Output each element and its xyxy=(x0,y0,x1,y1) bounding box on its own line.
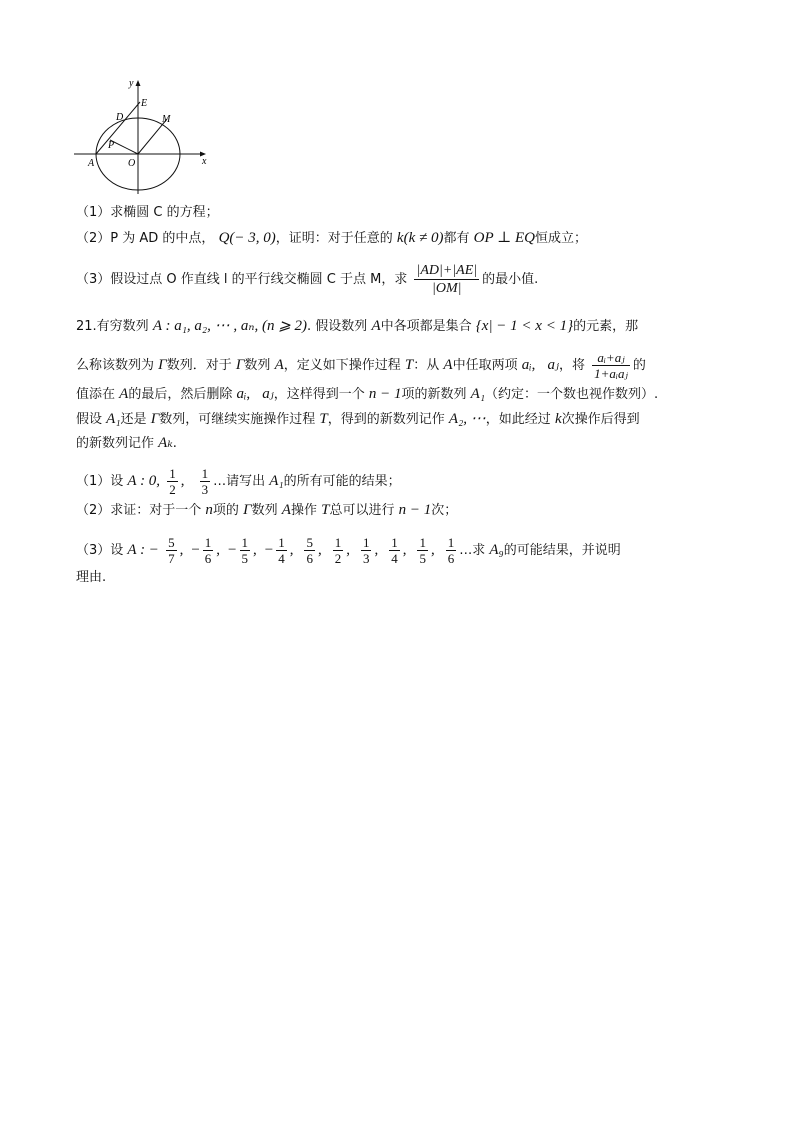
q21-math: T xyxy=(321,502,330,518)
q21-text: 假设 xyxy=(76,412,103,427)
q21-text: ，定义如下操作过程 xyxy=(283,358,401,373)
fraction-numerator: 1 xyxy=(419,535,426,550)
fraction xyxy=(203,535,214,566)
q21-math: A xyxy=(371,318,381,334)
q20-ratio-denominator: |OM| xyxy=(432,281,462,296)
q21-line2: 么称该数列为 Γ数列．对于 Γ数列 A，定义如下操作过程 T：从 A中任取两项 aᵢ, aⱼ，将 $\frac{\text{aᵢ+aⱼ}}{\text{1+aᵢaⱼ}}$ 的 xyxy=(76,350,646,381)
q20-part2-text-b: ，证明：对于任意的 xyxy=(275,231,393,246)
label-e: E xyxy=(141,98,148,109)
label-x: x xyxy=(202,156,207,167)
q21-math: n xyxy=(205,502,213,518)
line-o-p xyxy=(110,140,138,154)
q20-part1 xyxy=(76,203,219,223)
q21-text: ，将 xyxy=(558,358,585,373)
q21-text: ，得到的新数列记作 xyxy=(327,412,445,427)
fraction-denominator: 6 xyxy=(204,551,212,566)
q21-text: （1）设 xyxy=(76,474,124,489)
q21-line4 xyxy=(76,409,640,430)
fraction xyxy=(166,535,177,566)
fraction-numerator: 1 xyxy=(204,535,212,550)
q21-math: Γ xyxy=(150,411,160,427)
fraction-denominator: 3 xyxy=(201,482,209,497)
fraction-denominator: 6 xyxy=(447,551,455,566)
fraction-numerator: 1 xyxy=(241,535,249,550)
fraction-denominator: 7 xyxy=(168,551,175,566)
comma: , xyxy=(289,542,294,558)
q21-line3: 值添在 A的最后，然后删除 aᵢ, aⱼ，这样得到一个 n − 1项的新数列 A₁（约定：一个数也视作数列）. xyxy=(76,386,659,402)
q20-part3 xyxy=(76,262,538,297)
fraction xyxy=(361,535,372,566)
fraction-numerator: 5 xyxy=(306,535,313,550)
y-axis-arrow-icon xyxy=(136,80,141,86)
label-o: O xyxy=(128,158,136,169)
q21-operation-fraction xyxy=(592,350,630,381)
q21-text: 数列，可继续实施操作过程 xyxy=(159,412,316,427)
q21-text: 的新数列记作 xyxy=(76,436,155,451)
q21-math: A₂, ⋯ xyxy=(448,411,486,427)
q21-text: …求 xyxy=(459,543,486,558)
q21-text: 的 xyxy=(632,358,646,373)
q21-text: 值添在 xyxy=(76,387,116,402)
fraction xyxy=(389,535,400,566)
q20-ratio-fraction xyxy=(414,262,479,297)
q21-math: n − 1 xyxy=(398,502,432,518)
q21-math: Aₖ xyxy=(158,435,173,451)
q21-math: T xyxy=(319,411,328,427)
q21-math: A xyxy=(119,386,129,402)
q21-number: 21.有穷数列 xyxy=(76,319,149,334)
q21-text: 的所有可能的结果； xyxy=(283,474,401,489)
q21-text: （约定：一个数也视作数列）. xyxy=(485,387,659,402)
q21-text: 数列 xyxy=(244,358,271,373)
q21-text: 总可以进行 xyxy=(329,503,395,518)
q20-part1-text: （1）求椭圆 C 的方程； xyxy=(76,205,219,220)
comma: , xyxy=(317,542,322,558)
q21-math: Γ xyxy=(243,502,252,518)
q21-math: n − 1 xyxy=(368,386,402,402)
fraction-denominator: 4 xyxy=(391,551,398,566)
q21-text: （3）设 xyxy=(76,543,124,558)
q21-math: Γ xyxy=(235,357,245,373)
q21-text: ：从 xyxy=(413,358,440,373)
q21-text: 项的新数列 xyxy=(401,387,467,402)
q21-math: Γ xyxy=(158,357,167,373)
q21-text: 么称该数列为 xyxy=(76,358,155,373)
q21-math: aⱼ xyxy=(262,386,274,402)
q21-math: A xyxy=(281,502,291,518)
q21-text: . xyxy=(172,436,177,451)
q21-math: A₉ xyxy=(489,542,504,558)
q21-text: 的元素，那 xyxy=(573,319,639,334)
q21-set: {x| − 1 < x < 1} xyxy=(475,318,574,334)
minus-sign: − xyxy=(191,542,200,558)
q21-text: 次操作后得到 xyxy=(561,412,640,427)
q21-sequence: A : a₁, a₂, ⋯ , aₙ, (n ⩾ 2) xyxy=(152,318,308,334)
fraction-numerator: 1 xyxy=(334,535,342,550)
q21-text: 数列．对于 xyxy=(166,358,232,373)
fraction xyxy=(333,535,344,566)
fraction-denominator: 6 xyxy=(306,551,313,566)
q21-line5 xyxy=(76,433,177,454)
comma: , xyxy=(216,542,221,558)
q21-math: A₁ xyxy=(269,473,284,489)
q21-line1 xyxy=(76,316,638,337)
fraction-numerator: 1 xyxy=(278,535,285,550)
q21-text: 数列 xyxy=(251,503,278,518)
q21-subquestion-3 xyxy=(76,535,621,566)
q21-text: . 假设数列 xyxy=(307,319,368,334)
q21-math: aᵢ xyxy=(236,386,247,402)
fraction xyxy=(240,535,251,566)
label-p: P xyxy=(108,140,115,151)
q21-text: ，这样得到一个 xyxy=(273,387,365,402)
fraction xyxy=(446,535,457,566)
q20-k-condition: k(k ≠ 0) xyxy=(396,230,444,246)
comma: , xyxy=(253,542,257,558)
q21-text: （2）求证：对于一个 xyxy=(76,503,202,518)
q20-part2-text-d: 恒成立； xyxy=(534,231,587,246)
q21-math: aᵢ xyxy=(521,357,532,373)
fraction xyxy=(417,535,428,566)
fraction xyxy=(304,535,315,566)
comma: , xyxy=(179,542,184,558)
q21-text: ，如此经过 xyxy=(485,412,551,427)
comma: , xyxy=(402,542,407,558)
fraction-numerator: 1 xyxy=(201,466,209,481)
fraction-denominator: 2 xyxy=(169,482,176,497)
q21-operation-numerator: aᵢ+aⱼ xyxy=(592,350,630,366)
q20-part3-text-a: （3）假设过点 O 作直线 l 的平行线交椭圆 C 于点 M，求 xyxy=(76,272,408,287)
fraction-denominator: 4 xyxy=(278,551,285,566)
fraction-numerator: 5 xyxy=(168,535,175,550)
q21-math: A xyxy=(274,357,284,373)
q20-part2 xyxy=(76,228,587,249)
fraction xyxy=(276,535,287,566)
q21-operation-denominator: 1+aᵢaⱼ xyxy=(594,366,628,381)
q21-text: 项的 xyxy=(212,503,239,518)
fraction-numerator: 1 xyxy=(447,535,455,550)
q20-part2-text-c: 都有 xyxy=(443,231,470,246)
comma: , xyxy=(430,542,435,558)
label-m: M xyxy=(162,114,171,125)
fraction xyxy=(200,466,211,497)
q21-text: …请写出 xyxy=(213,474,266,489)
minus-sign: − xyxy=(228,542,237,558)
q20-part2-text-a: （2）P 为 AD 的中点， xyxy=(76,231,215,246)
fraction-denominator: 5 xyxy=(419,551,426,566)
ellipse-figure xyxy=(74,72,214,200)
fraction-denominator: 5 xyxy=(241,551,249,566)
q21-math: A : 0, xyxy=(127,473,161,489)
fraction-numerator: 1 xyxy=(362,535,370,550)
fraction-denominator: 3 xyxy=(362,551,370,566)
q21-text: 的最后，然后删除 xyxy=(128,387,233,402)
q20-part3-text-b: 的最小值. xyxy=(482,272,539,287)
label-y: y xyxy=(129,78,134,89)
label-a: A xyxy=(88,158,95,169)
q21-text: 中任取两项 xyxy=(452,358,518,373)
q21-sequence-fractions xyxy=(163,535,459,566)
fraction-numerator: 1 xyxy=(169,466,176,481)
label-d: D xyxy=(116,112,124,123)
q21-text: 操作 xyxy=(290,503,317,518)
q21-math: A₁ xyxy=(106,411,121,427)
comma: , xyxy=(374,542,379,558)
fraction-denominator: 2 xyxy=(334,551,342,566)
q21-text: 理由. xyxy=(76,570,107,585)
q21-math: aⱼ xyxy=(547,357,559,373)
fraction xyxy=(167,466,178,497)
minus-sign: − xyxy=(264,542,274,558)
q21-math: A : − xyxy=(127,542,159,558)
q21-subquestion-1: （1）设 A : 0, $\frac{1}{2}$ , $\frac{1}{3}$ …请写出 A₁的所有可能的结果； xyxy=(76,466,401,497)
q21-text: 中各项都是集合 xyxy=(380,319,472,334)
comma: , xyxy=(346,542,350,558)
q21-text: 的可能结果，并说明 xyxy=(503,543,621,558)
line-a-e xyxy=(96,102,140,154)
q21-math: T xyxy=(404,357,414,373)
q20-ratio-numerator: |AD|+|AE| xyxy=(416,263,478,278)
q21-math: A xyxy=(443,357,453,373)
q21-subquestion-2 xyxy=(76,500,457,521)
q21-math: A₁ xyxy=(470,386,486,402)
q20-point-q: Q(− 3, 0) xyxy=(218,230,276,246)
q21-subquestion-3-cont xyxy=(76,568,106,588)
q21-text: 还是 xyxy=(120,412,147,427)
q21-text: 次； xyxy=(431,503,458,518)
q21-math: k xyxy=(554,411,562,427)
fraction-numerator: 1 xyxy=(391,535,398,550)
q20-perpendicular: OP ⊥ EQ xyxy=(473,230,535,246)
